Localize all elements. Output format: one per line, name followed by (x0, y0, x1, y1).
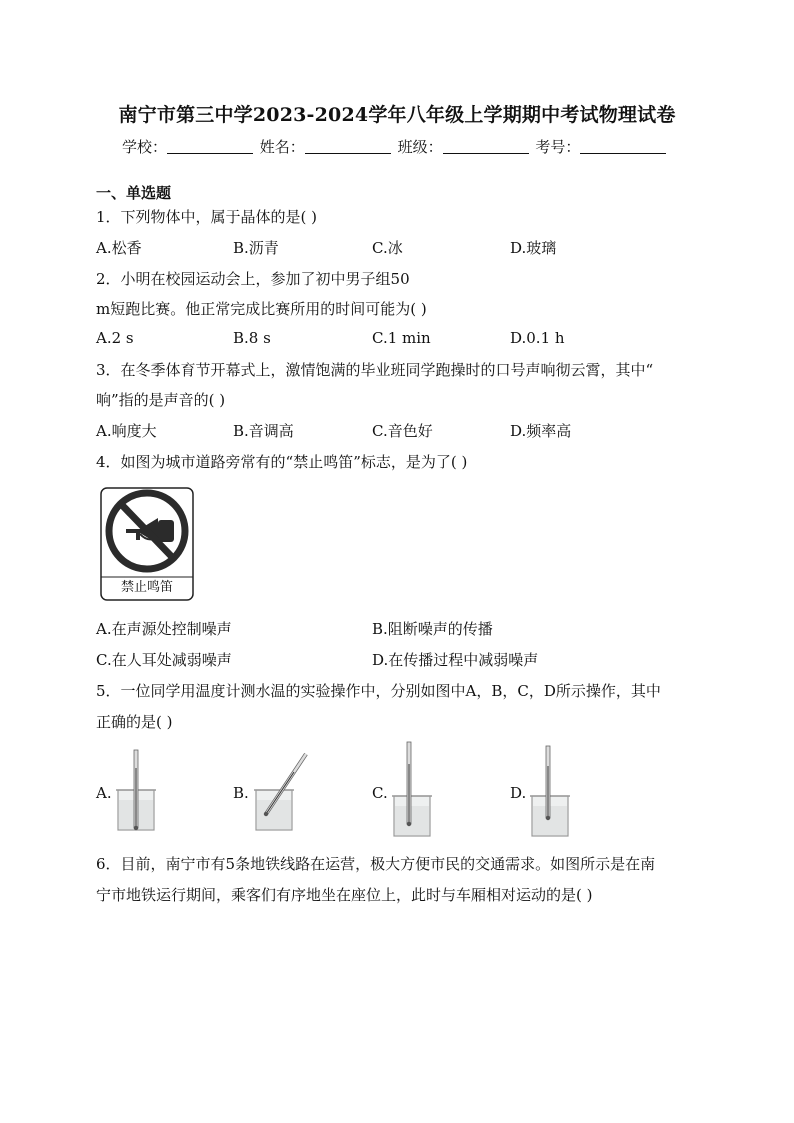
beaker-thermometer-a-icon (114, 748, 160, 834)
q3-option-d[interactable]: D.频率高 (510, 422, 572, 440)
q4-option-a[interactable]: A.在声源处控制噪声 (96, 620, 232, 638)
q4-option-d[interactable]: D.在传播过程中减弱噪声 (372, 651, 539, 669)
q2-stem-line2: m短跑比赛。他正常完成比赛所用的时间可能为( ) (96, 300, 427, 318)
q3-option-a[interactable]: A.响度大 (96, 422, 157, 440)
q5-figure-label-c[interactable]: C. (372, 784, 388, 802)
q1-option-c[interactable]: C.冰 (372, 239, 403, 257)
q4-option-c[interactable]: C.在人耳处减弱噪声 (96, 651, 232, 669)
q2-stem-line1: 2．小明在校园运动会上，参加了初中男子组50 (96, 270, 410, 288)
q5-stem-line1: 5．一位同学用温度计测水温的实验操作中，分别如图中A，B，C，D所示操作，其中 (96, 682, 661, 700)
exam-number-label: 考号： (535, 138, 581, 156)
school-blank[interactable] (167, 139, 253, 154)
q1-option-b[interactable]: B.沥青 (233, 239, 279, 257)
q6-stem-line2: 宁市地铁运行期间，乘客们有序地坐在座位上，此时与车厢相对运动的是( ) (96, 886, 593, 904)
q2-option-c[interactable]: C.1 min (372, 329, 431, 347)
q5-figure-label-d[interactable]: D. (510, 784, 527, 802)
exam-number-blank[interactable] (580, 139, 666, 154)
class-blank[interactable] (443, 139, 529, 154)
sign-caption: 禁止鸣笛 (120, 580, 173, 595)
q5-figure-d (528, 744, 574, 844)
q4-stem: 4．如图为城市道路旁常有的“禁止鸣笛”标志，是为了( ) (96, 453, 468, 471)
q3-stem-line2: 响”指的是声音的( ) (96, 391, 226, 409)
q5-stem-line2: 正确的是( ) (96, 713, 173, 731)
q5-figure-label-b[interactable]: B. (233, 784, 249, 802)
q3-option-b[interactable]: B.音调高 (233, 422, 294, 440)
q5-figure-a (114, 748, 160, 838)
section-heading: 一、单选题 (96, 184, 172, 202)
q2-option-a[interactable]: A.2 s (96, 329, 134, 347)
name-blank[interactable] (305, 139, 391, 154)
q3-option-c[interactable]: C.音色好 (372, 422, 433, 440)
beaker-thermometer-b-icon (250, 748, 310, 834)
name-label: 姓名： (259, 138, 305, 156)
q4-option-b[interactable]: B.阻断噪声的传播 (372, 620, 493, 638)
q1-stem: 1．下列物体中，属于晶体的是( ) (96, 208, 318, 226)
exam-title: 南宁市第三中学2023-2024学年八年级上学期期中考试物理试卷 (118, 104, 676, 126)
class-label: 班级： (397, 138, 443, 156)
q1-option-d[interactable]: D.玻璃 (510, 239, 557, 257)
beaker-thermometer-c-icon (390, 740, 436, 840)
q6-stem-line1: 6．目前，南宁市有5条地铁线路在运营，极大方便市民的交通需求。如图所示是在南 (96, 855, 656, 873)
q5-figure-b (250, 748, 310, 838)
q3-stem-line1: 3．在冬季体育节开幕式上，激情饱满的毕业班同学跑操时的口号声响彻云霄，其中“ (96, 361, 654, 379)
q2-option-d[interactable]: D.0.1 h (510, 329, 565, 347)
q5-figure-c (390, 740, 436, 844)
q5-figure-label-a[interactable]: A. (96, 784, 112, 802)
student-info-row (122, 136, 682, 157)
school-label: 学校： (122, 138, 168, 156)
q2-option-b[interactable]: B.8 s (233, 329, 271, 347)
no-honking-sign (100, 487, 194, 601)
q1-option-a[interactable]: A.松香 (96, 239, 142, 257)
beaker-thermometer-d-icon (528, 744, 574, 840)
